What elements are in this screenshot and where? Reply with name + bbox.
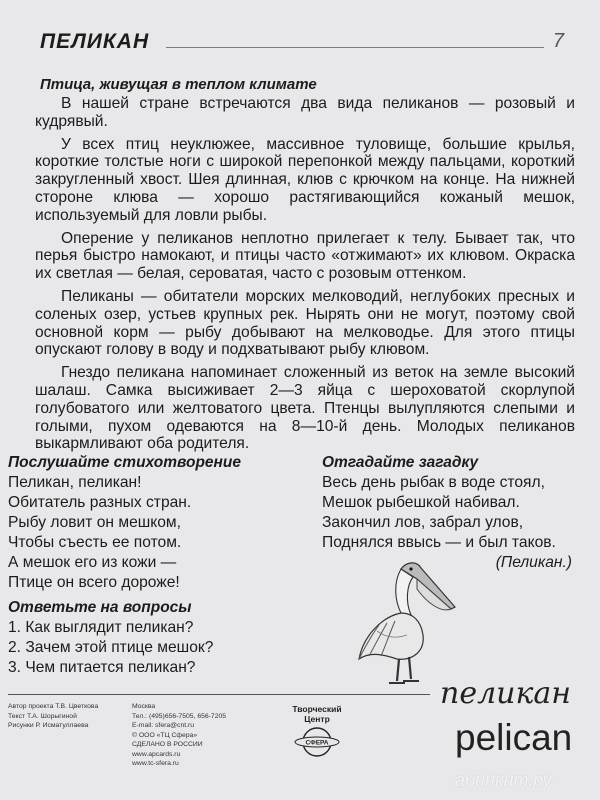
question-item: 3. Чем питается пеликан? [8,659,196,676]
poem-section [8,453,308,593]
questions-section [8,598,328,678]
page-number: 7 [552,30,564,52]
credit-line: Текст Т.А. Шорыгиной [8,712,77,720]
question-item: 2. Зачем этой птице мешок? [8,639,214,656]
riddle-title: Отгадайте загадку [322,454,479,471]
poem-line: Рыбу ловит он мешком, [8,514,181,531]
contact-line: Москва [132,703,156,710]
riddle-line: Поднялся ввысь — и был таков. [322,534,556,551]
paragraph: Оперение у пеликанов неплотно прилегает к телу. Бывает так, что перья быстро намокают, и птицы часто «отжимают» их клювом. Окраска их светлая — белая, сероватая, часто с розовым оттенком. [35,229,575,283]
footer-divider [8,694,430,695]
paragraph: Пеликаны — обитатели морских мелководий, неглубоких пресных и соленых озер, устьев крупных рек. Нырять они не могут, поэтому свой основной корм — рыбу добывают на мелководье. Для этого птицы опускают голову в воду и подхватывают рыбу клювом. [35,287,575,359]
publisher-contacts [132,702,226,769]
poem-line: Птице он всего дороже! [8,574,180,591]
riddle-answer: (Пеликан.) [495,554,572,571]
credits [8,702,98,731]
riddle-line: Весь день рыбак в воде стоял, [322,474,545,491]
contact-line: © ООО «ТЦ Сфера» [132,731,198,739]
riddle-line: Закончил лов, забрал улов, [322,514,524,531]
logo-text: СФЕРА [305,739,329,747]
paragraph: У всех птиц неуклюжее, массивное туловище, большие крылья, короткие толстые ноги с широкой перепонкой между пальцами, короткий закругленный хвост. Шея длинная, клюв с крючком на конце. На нижней стороне клюва — хорошо растягивающийся кожаный мешок, используемый для ловли рыбы. [35,135,575,224]
poem-line: Чтобы съесть ее потом. [8,534,182,551]
poem-line: Пеликан, пеликан! [8,474,142,491]
body-text [35,95,575,458]
contact-line: www.apcards.ru [132,750,181,758]
contact-line: www.tc-sfera.ru [132,760,179,767]
contact-line: E-mail: sfera@cnt.ru [132,722,195,729]
word-english: pelican [455,717,573,758]
pelican-illustration [355,555,465,690]
riddle-line: Мешок рыбешкой набивал. [322,494,520,511]
paragraph: Гнездо пеликана напоминает сложенный из веток на земле высокий шалаш. Самка высиживает 2—3 яйца с шероховатой скорлупой голубоватого или желтоватого цвета. Птенцы вылупляются слепыми и голыми, пухом одеваются на 8—10-й день. Молодых пеликанов выкармливают оба родителя. [35,364,575,453]
contact-line: Тел.: (495)656-7505, 656-7205 [132,712,227,720]
watermark: абинкнт.ру [455,770,552,790]
word-russian: пеликан [440,676,572,711]
paragraph: В нашей стране встречаются два вида пеликанов — розовый и кудрявый. [35,95,575,130]
page-title: ПЕЛИКАН [40,30,150,53]
credit-line: Рисунки Р. Исматуллаева [8,722,89,729]
contact-line: СДЕЛАНО В РОССИИ [132,741,203,748]
poem-title: Послушайте стихотворение [8,454,242,471]
poem-line: А мешок его из кожи — [8,554,177,571]
header-divider [166,47,544,48]
question-item: 1. Как выглядит пеликан? [8,619,194,636]
credit-line: Автор проекта Т.В. Цветкова [8,703,99,710]
header [8,30,592,60]
questions-title: Ответьте на вопросы [8,599,192,616]
section-subtitle: Птица, живущая в теплом климате [40,76,317,93]
publisher-logo [272,704,362,758]
sphere-logo-icon [294,726,340,758]
publisher-name-line: Центр [304,714,330,724]
poem-line: Обитатель разных стран. [8,494,192,511]
publisher-name-line: Творческий [292,704,342,714]
